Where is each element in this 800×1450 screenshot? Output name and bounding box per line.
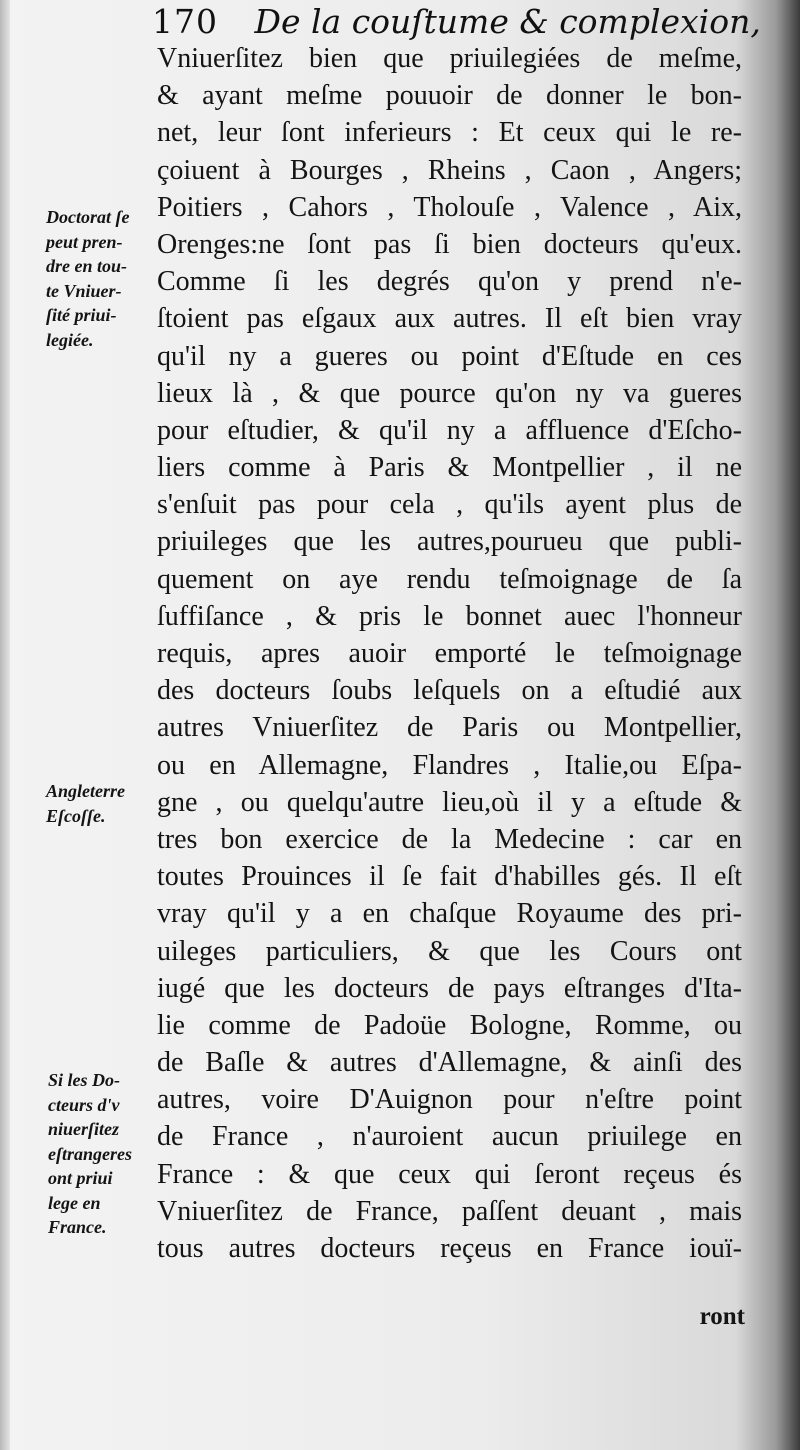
marginal-note-line: dre en tou- xyxy=(46,256,127,276)
text-line: lieux là , & que pource qu'on ny va gueres xyxy=(157,377,742,409)
text-line: qu'il ny a gueres ou point d'Eſtude en ces xyxy=(157,340,742,372)
text-line: priuileges que les autres,pourueu que publi- xyxy=(157,526,742,558)
text-line: lie comme de Padoüe Bologne, Romme, ou xyxy=(157,1009,742,1041)
text-line: autres Vniuerſitez de Paris ou Montpellier, xyxy=(157,712,742,744)
marginal-note-line: peut pren- xyxy=(46,231,123,252)
running-head xyxy=(152,2,761,42)
marginal-note-line: te Vniuer- xyxy=(46,280,122,301)
text-line: Orenges:ne ſont pas ſi bien docteurs qu'eux. xyxy=(157,228,742,260)
text-line: de Baſle & autres d'Allemagne, & ainſi des xyxy=(157,1047,742,1079)
text-line: requis, apres auoir emporté le teſmoignage xyxy=(157,638,742,669)
text-line: Vniuerſitez bien que priuilegiées de meſme, xyxy=(157,43,742,74)
marginal-note-line: Angleterre xyxy=(46,781,125,801)
text-line: pour eſtudier, & qu'il ny a affluence d'Eſcho- xyxy=(157,414,742,446)
text-line: iugé que les docteurs de pays eſtranges d'Ita- xyxy=(157,972,742,1004)
text-line: Comme ſi les degrés qu'on y prend n'e- xyxy=(157,266,742,298)
text-line: uileges particuliers, & que les Cours ont xyxy=(157,935,742,967)
marginal-note-line: Si les Do- xyxy=(48,1070,120,1090)
text-line: tous autres docteurs reçeus en France iouï- xyxy=(157,1233,742,1264)
text-line: tres bon exercice de la Medecine : car en xyxy=(157,823,742,855)
text-line: autres, voire D'Auignon pour n'eſtre point xyxy=(157,1084,742,1116)
text-line: gne , ou quelqu'autre lieu,où il y a eſtude & xyxy=(157,786,742,818)
text-line: ſtoient pas eſgaux aux autres. Il eſt bien vray xyxy=(157,303,742,335)
text-line: ſuffiſance , & pris le bonnet auec l'honneur xyxy=(157,600,742,632)
page-gutter xyxy=(0,0,10,1450)
text-line: liers comme à Paris & Montpellier , il ne xyxy=(157,452,742,484)
text-line: vray qu'il y a en chaſque Royaume des pri- xyxy=(157,898,742,930)
marginal-note-line: France. xyxy=(48,1217,107,1237)
body-text xyxy=(157,40,742,1267)
text-line: ou en Allemagne, Flandres , Italie,ou Eſpa- xyxy=(157,749,742,781)
text-line: Vniuerſitez de France, paſſent deuant , mais xyxy=(157,1195,742,1227)
text-line: s'enſuit pas pour cela , qu'ils ayent plus de xyxy=(157,489,742,521)
marginal-note-line: cteurs d'v xyxy=(48,1094,120,1115)
marginal-note-line: lege en xyxy=(48,1192,101,1213)
marginal-note-angleterre xyxy=(46,779,125,828)
text-line: çoiuent à Bourges , Rheins , Caon , Angers; xyxy=(157,154,742,186)
marginal-note-line: Eſcoſſe. xyxy=(46,805,106,826)
marginal-note-docteurs-estrangers xyxy=(48,1068,132,1240)
marginal-note-line: eſtrangeres xyxy=(48,1143,132,1164)
marginal-note-line: Doctorat ſe xyxy=(46,207,130,227)
catchword: ront xyxy=(699,1303,745,1330)
running-title: De la couſtume & complexion, xyxy=(254,2,761,41)
text-line: quement on aye rendu teſmoignage de ſa xyxy=(157,563,742,595)
text-line: & ayant meſme pouuoir de donner le bon- xyxy=(157,80,742,112)
text-line: de France , n'auroient aucun priuilege en xyxy=(157,1121,742,1153)
text-line: toutes Prouinces il ſe fait d'habilles gés. Il eſt xyxy=(157,861,742,893)
marginal-note-line: niuerſitez xyxy=(48,1119,120,1139)
marginal-note-line: ont priui xyxy=(48,1168,113,1188)
page-number: 170 xyxy=(152,2,218,41)
marginal-note-line: legiée. xyxy=(46,329,94,350)
text-line: net, leur ſont inferieurs : Et ceux qui le re- xyxy=(157,117,742,149)
marginal-note-line: ſité priui- xyxy=(46,305,117,325)
marginal-note-doctorat xyxy=(46,205,129,352)
text-line: des docteurs ſoubs leſquels on a eſtudié aux xyxy=(157,675,742,707)
text-line: France : & que ceux qui ſeront reçeus és xyxy=(157,1158,742,1190)
text-line: Poitiers , Cahors , Tholouſe , Valence , Aix, xyxy=(157,191,742,223)
